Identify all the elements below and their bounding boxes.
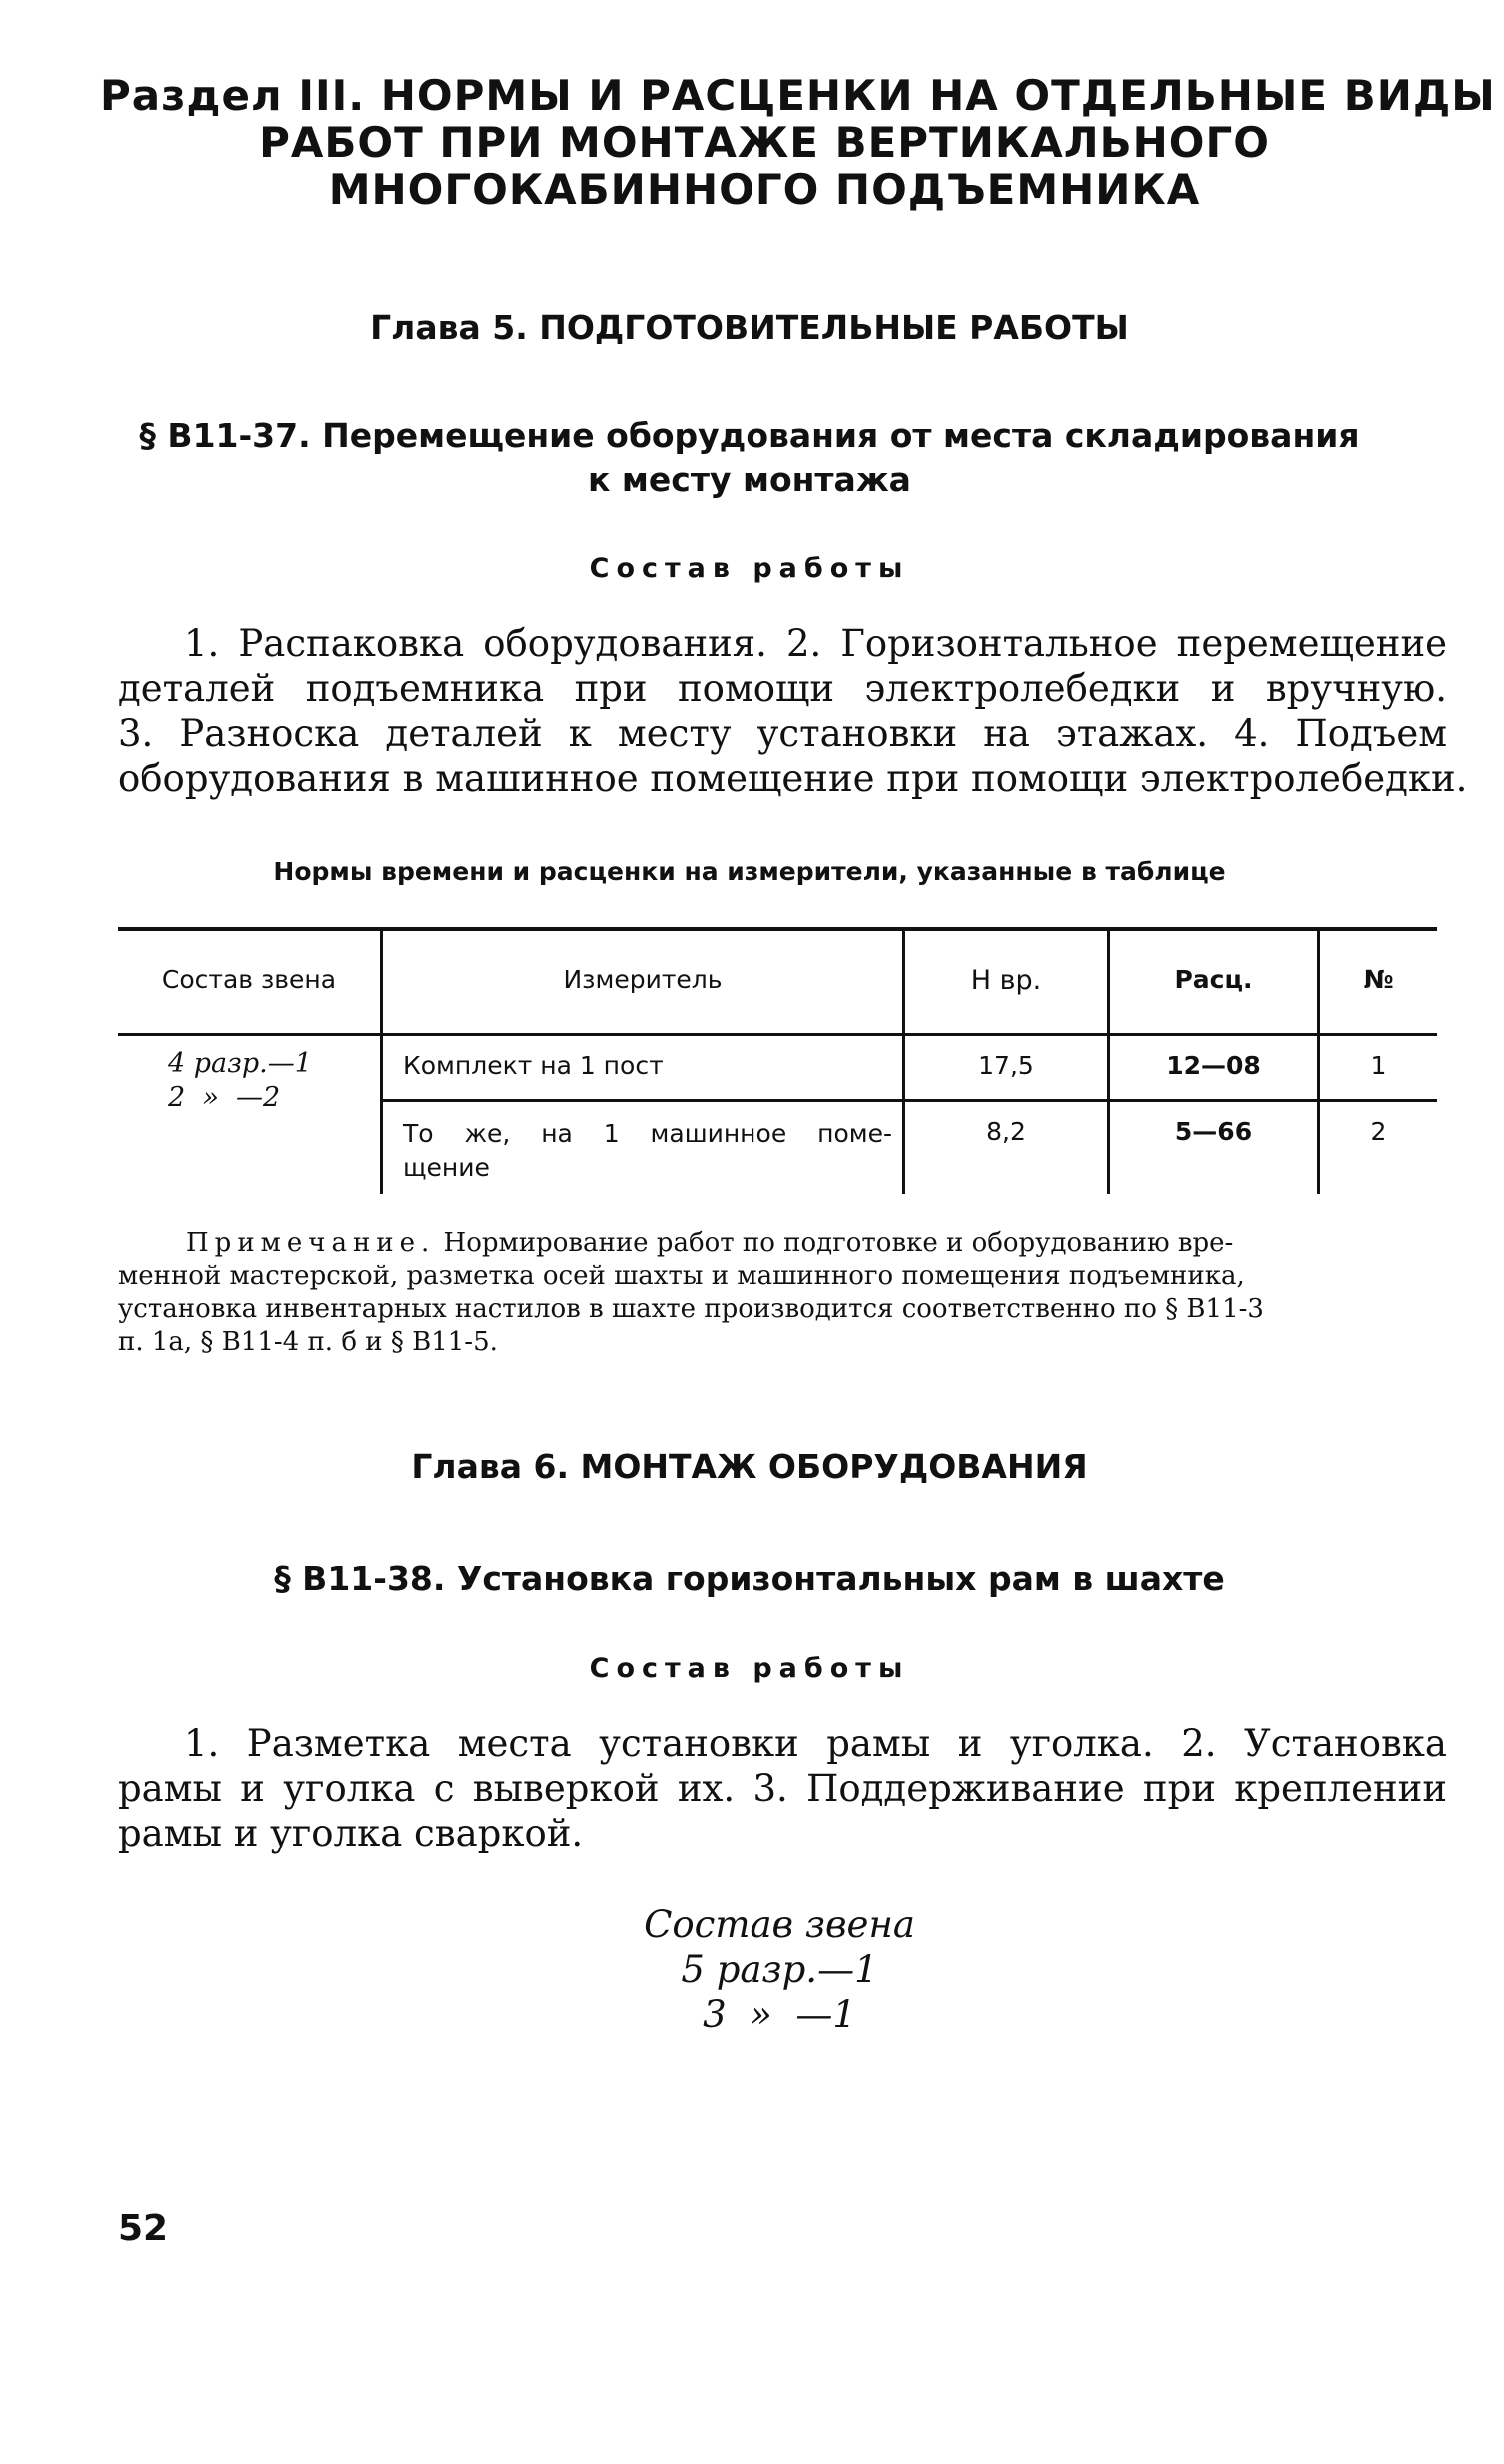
- table-row-1-number: 1: [1370, 1051, 1387, 1080]
- crew-line: 5 разр.—1: [681, 1948, 878, 1991]
- table-row-1-rate: 12—08: [1166, 1051, 1261, 1080]
- header-unit: Измеритель: [563, 965, 723, 994]
- table-row-1-unit: [403, 1051, 892, 1080]
- section-title-line: РАБОТ ПРИ МОНТАЖЕ ВЕРТИКАЛЬНОГО: [259, 118, 1270, 167]
- crew-line: 2 » —2: [168, 1082, 281, 1113]
- table-top-rule: [118, 927, 1437, 931]
- work-composition-heading-2: Состав работы: [589, 1653, 910, 1684]
- note-text: Нормирование работ по подготовке и оборудованию вре-: [435, 1228, 1234, 1258]
- page-number: 52: [118, 2208, 169, 2249]
- work-composition-text: [118, 621, 1468, 801]
- table-header-rule: [118, 1033, 1437, 1036]
- table-row-2-number: 2: [1370, 1117, 1387, 1146]
- text-line: деталей подъемника при помощи электролебедки и вручную.: [118, 667, 1447, 710]
- work-composition-text-2: [118, 1721, 1447, 1855]
- crew-heading: Состав звена: [644, 1903, 915, 1946]
- text-line: оборудования в машинное помещение при помощи электролебедки.: [118, 757, 1468, 800]
- crew-composition: [168, 1047, 368, 1115]
- header-time: Н вр.: [970, 965, 1042, 996]
- crew-composition-block: [600, 1902, 959, 2037]
- crew-line: 3 » —1: [703, 1993, 856, 2036]
- table-row-rule: [382, 1099, 1437, 1102]
- table-note: [118, 1227, 1447, 1359]
- unit-line: То же, на 1 машинное поме-: [403, 1119, 892, 1148]
- unit-line: щение: [403, 1153, 490, 1182]
- header-number: №: [1363, 965, 1394, 994]
- header-rate: Расц.: [1174, 965, 1253, 994]
- note-line: менной мастерской, разметка осей шахты и машинного помещения подъемника,: [118, 1261, 1245, 1291]
- text-line: 3. Разноска деталей к месту установки на этажах. 4. Подъем: [118, 712, 1447, 755]
- paragraph-38-title: § В11-38. Установка горизонтальных рам в шахте: [274, 1559, 1225, 1598]
- text-line: 1. Распаковка оборудования. 2. Горизонтальное перемещение: [184, 622, 1447, 665]
- paragraph-title-line: § В11-37. Перемещение оборудования от места складирования: [139, 416, 1360, 455]
- section-title: [100, 71, 1496, 214]
- section-title-line: МНОГОКАБИННОГО ПОДЪЕМНИКА: [328, 165, 1201, 214]
- table-row-2-unit: [403, 1117, 892, 1185]
- note-label: Примечание.: [186, 1228, 436, 1258]
- text-line: 1. Разметка места установки рамы и уголка. 2. Установка: [184, 1722, 1447, 1765]
- unit-line: Комплект на 1 пост: [403, 1051, 664, 1080]
- work-composition-heading: Состав работы: [589, 553, 910, 584]
- paragraph-37-title: [100, 414, 1399, 502]
- table-row-2-rate: 5—66: [1174, 1117, 1253, 1146]
- header-crew: Состав звена: [161, 965, 337, 994]
- paragraph-title-line: к месту монтажа: [588, 460, 911, 499]
- text-line: рамы и уголка сваркой.: [118, 1812, 584, 1854]
- section-title-line: Раздел III. НОРМЫ И РАСЦЕНКИ НА ОТДЕЛЬНЫЕ ВИДЫ: [100, 71, 1496, 120]
- chapter-6-title: Глава 6. МОНТАЖ ОБОРУДОВАНИЯ: [411, 1447, 1088, 1486]
- chapter-5-title: Глава 5. ПОДГОТОВИТЕЛЬНЫЕ РАБОТЫ: [370, 308, 1129, 347]
- note-line: [118, 1227, 1447, 1260]
- table-row-2-time: 8,2: [986, 1117, 1026, 1146]
- note-line: установка инвентарных настилов в шахте производится соответственно по § В11-3: [118, 1294, 1264, 1324]
- table-row-1-time: 17,5: [978, 1051, 1034, 1080]
- norms-table: [118, 927, 1437, 1194]
- crew-line: 4 разр.—1: [168, 1048, 312, 1079]
- text-line: рамы и уголка с выверкой их. 3. Поддерживание при креплении: [118, 1767, 1447, 1810]
- table-caption: Нормы времени и расценки на измерители, указанные в таблице: [273, 857, 1226, 886]
- note-line: п. 1а, § В11-4 п. б и § В11-5.: [118, 1327, 498, 1357]
